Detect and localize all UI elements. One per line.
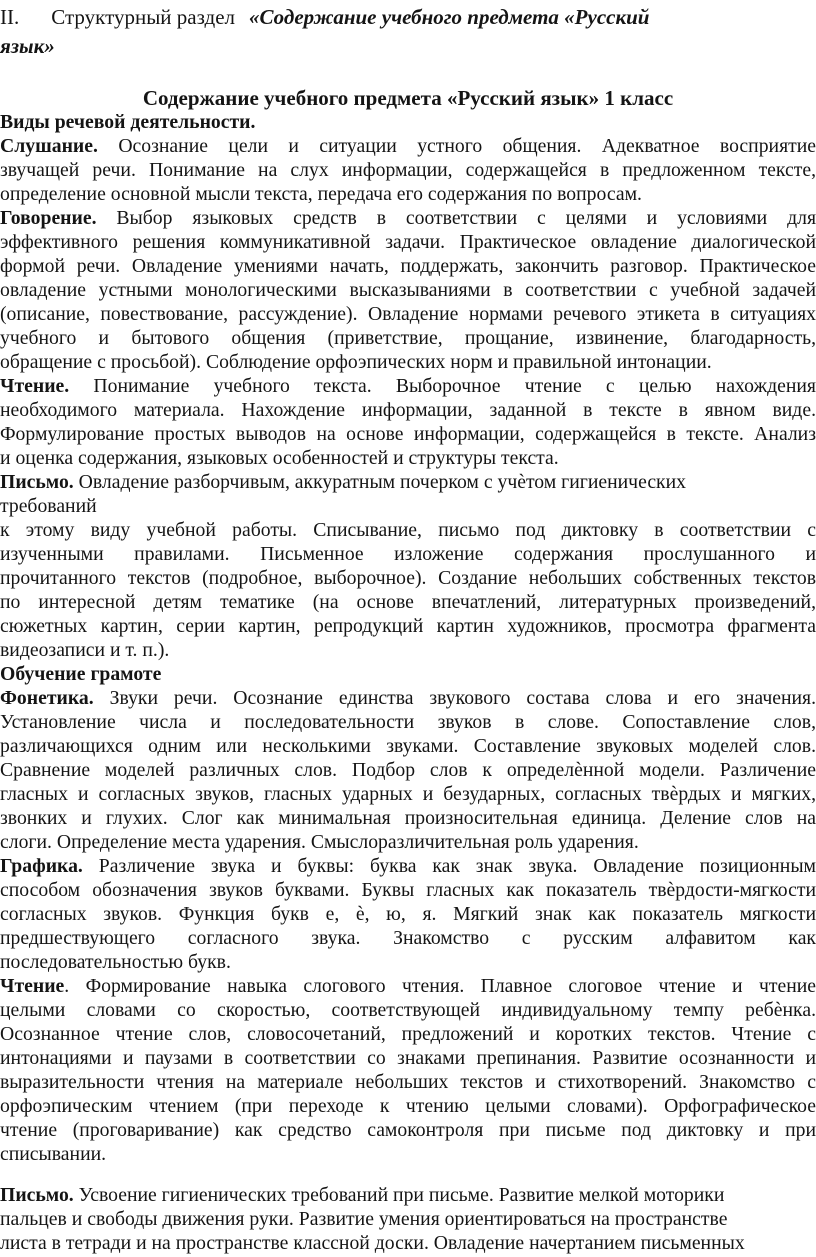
paragraph-reading2-line: Осознанное чтение слов, словосочетаний, предложений и коротких текстов. Чтение с [0, 1023, 816, 1045]
paragraph-listening-line: звучащей речи. Понимание на слух информации, содержащейся в предложенном тексте, [0, 159, 816, 181]
paragraph-reading2-line: списывании. [0, 1143, 107, 1165]
paragraph-graphics-line: способом обозначения звуков буквами. Буквы гласных как показатель твѐрдости-мягкости [0, 879, 816, 901]
paragraph-graphics-line: согласных звуков. Функция букв е, ѐ, ю, я. Мягкий знак как показатель мягкости [0, 903, 816, 925]
paragraph-reading-line: и оценка содержания, языковых особенностей и структуры текста. [0, 447, 559, 469]
subheading-speech: Виды речевой деятельности. [0, 111, 256, 133]
section-label: Структурный раздел [51, 5, 236, 29]
term-reading: Чтение. [0, 375, 70, 397]
paragraph-reading2-line: выразительности чтения на материале небольших текстов и стихотворений. Знакомство с [0, 1071, 816, 1093]
paragraph-phonetics-line: звонких и глухих. Слог как минимальная произносительная единица. Деление слов на [0, 807, 816, 829]
paragraph-writing-line: прочитанного текстов (подробное, выборочное). Создание небольших собственных текстов [0, 567, 816, 589]
paragraph-writing2-line: пальцев и свободы движения руки. Развитие умения ориентироваться на пространстве [0, 1208, 728, 1230]
paragraph-writing2-line: листа в тетради и на пространстве классной доски. Овладение начертанием письменных [0, 1232, 745, 1254]
term-writing2: Письмо. [0, 1184, 74, 1206]
term-graphics: Графика. [0, 855, 83, 877]
paragraph-writing-line: Письмо. Овладение разборчивым, аккуратным почерком с учѐтом гигиенических [0, 471, 686, 493]
paragraph-writing-line: требований [0, 495, 97, 517]
paragraph-speaking-line: формой речи. Овладение умениями начать, поддержать, закончить разговор. Практическое [0, 255, 816, 277]
term-reading2: Чтение [0, 975, 65, 997]
paragraph-speaking-line: обращение с просьбой). Соблюдение орфоэпических норм и правильной интонации. [0, 351, 712, 373]
paragraph-phonetics-line: Установление числа и последовательности звуков в слове. Сопоставление слов, [0, 711, 816, 733]
paragraph-phonetics-line: различающихся одним или несколькими звуками. Составление звуковых моделей слов. [0, 735, 816, 757]
paragraph-reading-line: Формулирование простых выводов на основе информации, содержащейся в тексте. Анализ [0, 423, 816, 445]
paragraph-reading-line: Чтение. Понимание учебного текста. Выборочное чтение с целью нахождения [0, 375, 816, 397]
paragraph-reading2-line: интонациями и паузами в соответствии со знаками препинания. Развитие осознанности и [0, 1047, 816, 1069]
paragraph-listening-line: Слушание. Осознание цели и ситуации устного общения. Адекватное восприятие [0, 135, 816, 157]
paragraph-reading2-line: чтение (проговаривание) как средство самоконтроля при письме под диктовку и при [0, 1119, 816, 1141]
paragraph-phonetics-line: Сравнение моделей различных слов. Подбор слов к определѐнной модели. Различение [0, 759, 816, 781]
paragraph-phonetics-line: гласных и согласных звуков, гласных ударных и безударных, согласных твѐрдых и мягких, [0, 783, 816, 805]
paragraph-graphics-line: Графика. Различение звука и буквы: буква как знак звука. Овладение позиционным [0, 855, 816, 877]
term-phonetics: Фонетика. [0, 687, 94, 709]
paragraph-writing-line: к этому виду учебной работы. Списывание, письмо под диктовку в соответствии с [0, 519, 816, 541]
term-speaking: Говорение. [0, 207, 97, 229]
paragraph-writing2-line: Письмо. Усвоение гигиенических требований при письме. Развитие мелкой моторики [0, 1184, 725, 1206]
paragraph-writing-line: видеозаписи и т. п.). [0, 639, 170, 661]
paragraph-graphics-line: предшествующего согласного звука. Знакомство с русским алфавитом как [0, 927, 816, 949]
paragraph-reading2-line: целыми словами со скоростью, соответствующей индивидуальному темпу ребѐнка. [0, 999, 816, 1021]
term-writing: Письмо. [0, 471, 74, 493]
section-heading [0, 4, 816, 30]
term-listening: Слушание. [0, 135, 98, 157]
paragraph-writing-line: изученными правилами. Письменное изложение содержания прослушанного и [0, 543, 816, 565]
paragraph-listening-line: определение основной мысли текста, передача его содержания по вопросам. [0, 183, 642, 205]
paragraph-writing-line: сюжетных картин, серии картин, репродукций картин художников, просмотра фрагмента [0, 615, 816, 637]
paragraph-phonetics-line: слоги. Определение места ударения. Смыслоразличительная роль ударения. [0, 831, 639, 853]
section-title: «Содержание учебного предмета «Русский [249, 5, 650, 29]
paragraph-speaking-line: учебного и бытового общения (приветствие, прощание, извинение, благодарность, [0, 327, 816, 349]
paragraph-reading2-line: Чтение. Формирование навыка слогового чтения. Плавное слоговое чтение и чтение [0, 975, 816, 997]
paragraph-speaking-line: эффективного решения коммуникативной задачи. Практическое овладение диалогической [0, 231, 816, 253]
paragraph-speaking-line: Говорение. Выбор языковых средств в соответствии с целями и условиями для [0, 207, 816, 229]
subheading-literacy: Обучение грамоте [0, 663, 162, 685]
section-number: II. [0, 5, 20, 29]
paragraph-speaking-line: (описание, повествование, рассуждение). Овладение нормами речевого этикета в ситуациях [0, 303, 816, 325]
paragraph-graphics-line: последовательностью букв. [0, 951, 231, 973]
paragraph-speaking-line: овладение устными монологическими высказываниями в соответствии с учебной задачей [0, 279, 816, 301]
paragraph-reading2-line: орфоэпическим чтением (при переходе к чтению целыми словами). Орфографическое [0, 1095, 816, 1117]
paragraph-phonetics-line: Фонетика. Звуки речи. Осознание единства звукового состава слова и его значения. [0, 687, 816, 709]
paragraph-writing-line: по интересной детям тематике (на основе впечатлений, литературных произведений, [0, 591, 816, 613]
paragraph-reading-line: необходимого материала. Нахождение информации, заданной в тексте в явном виде. [0, 399, 816, 421]
section-title-cont: язык» [0, 34, 55, 58]
page-title: Содержание учебного предмета «Русский язык» 1 класс [142, 86, 674, 110]
